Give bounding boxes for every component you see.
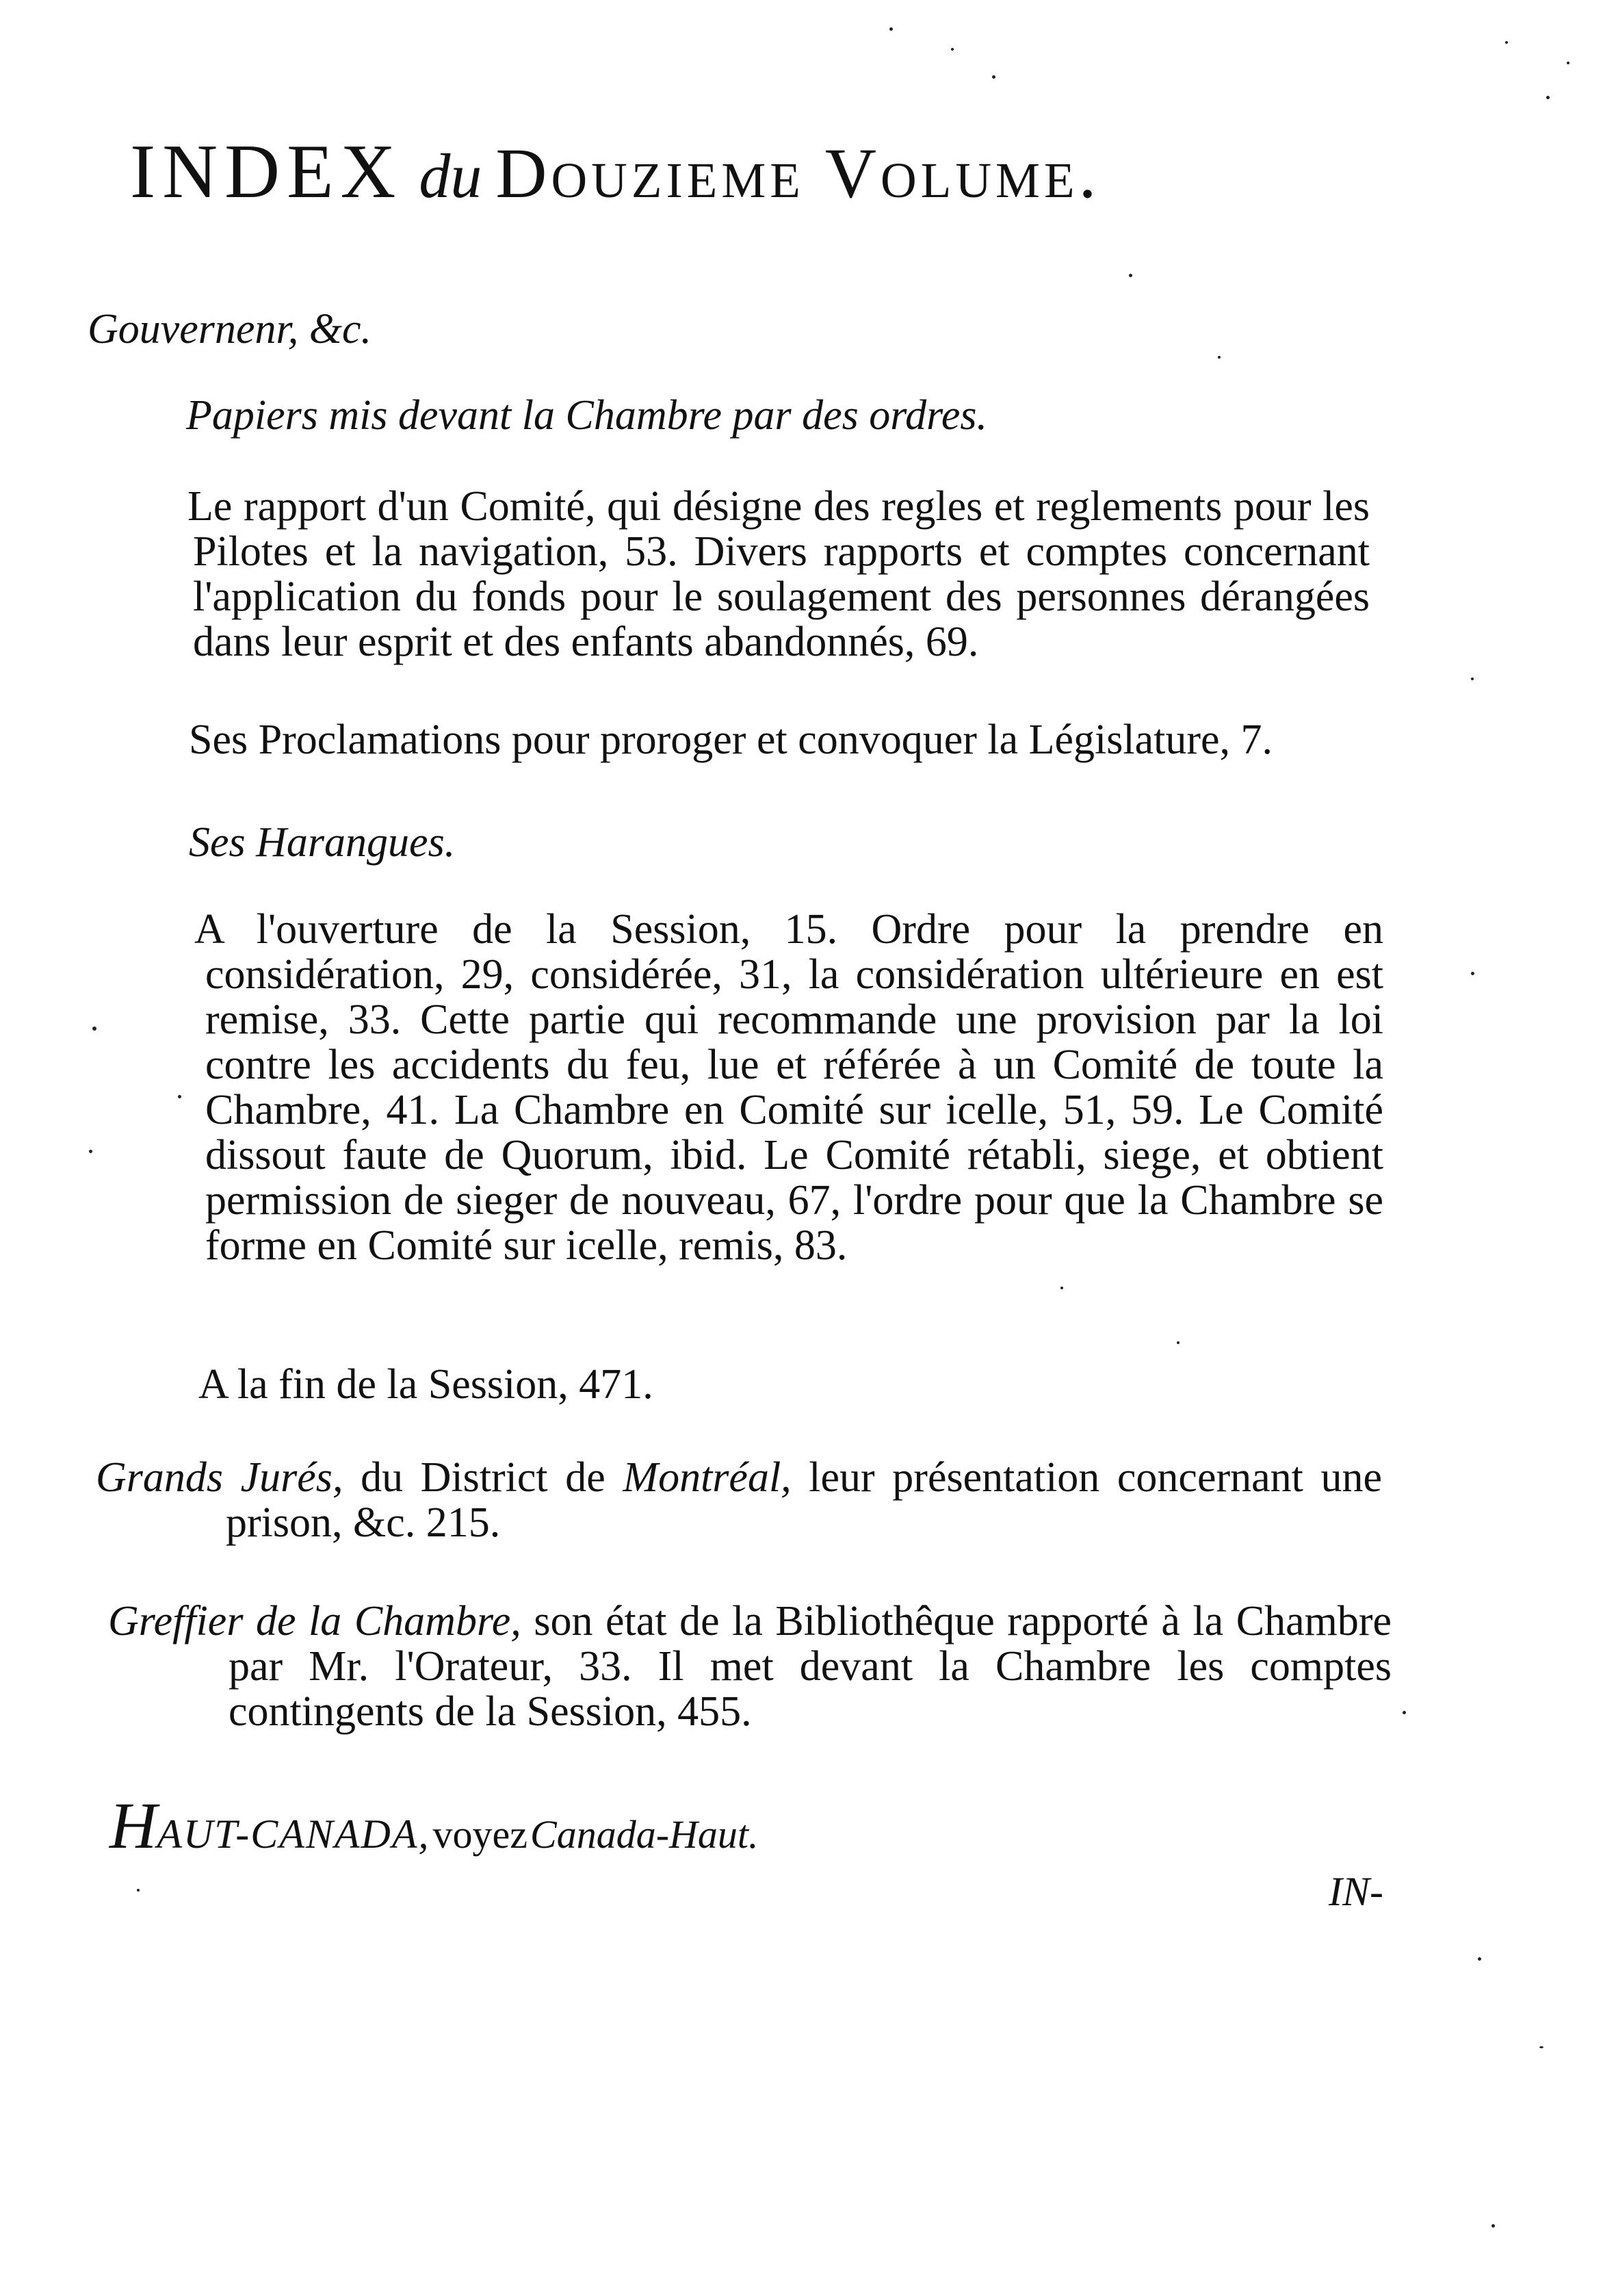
page-title bbox=[130, 129, 1101, 214]
grands-jures-text-a: du District de bbox=[343, 1454, 623, 1501]
entry-haut-canada bbox=[109, 1788, 759, 1863]
grands-jures-text-b: leur présentation concernant une prison, &c. 215. bbox=[226, 1454, 1382, 1546]
paragraph-harangues: A l'ouverture de la Session, 15. Ordre pour la prendre en considération, 29, considérée, 31, la considération ultérieure en est remise, 33. Cette partie qui recommande une provision par la loi contre les accidents du feu, lue et référée à un Comité de toute la Chambre, 41. La Chambre en Comité sur icelle, 51, 59. Le Comité dissout faute de Quorum, ibid. Le Comité rétabli, siege, et obtient permission de sieger de nouveau, 67, l'ordre pour que la Chambre se forme en Comité sur icelle, remis, 83. bbox=[194, 906, 1383, 1269]
haut-canada-term: AUT-CANADA, bbox=[157, 1811, 430, 1857]
entry-gouverneur-title: Gouvernenr, &c. bbox=[88, 306, 372, 352]
grands-jures-place: Montréal, bbox=[623, 1454, 792, 1501]
title-du: du bbox=[419, 141, 482, 211]
haut-canada-initial: H bbox=[109, 1789, 157, 1862]
entry-greffier bbox=[108, 1598, 1392, 1735]
greffier-term: Greffier de la Chambre, bbox=[108, 1598, 521, 1644]
title-douzieme: Douzieme bbox=[495, 134, 805, 213]
subheading-papiers: Papiers mis devant la Chambre par des ordres. bbox=[186, 392, 988, 439]
entry-grands-jures bbox=[96, 1454, 1382, 1546]
catchword: IN- bbox=[1329, 1869, 1383, 1914]
greffier-text: son état de la Bibliothêque rapporté à la Chambre par Mr. l'Orateur, 33. Il met devant la Chambre les comptes contingents de la Session, 455. bbox=[229, 1598, 1392, 1735]
subheading-harangues: Ses Harangues. bbox=[189, 819, 456, 866]
haut-canada-voyez: voyez bbox=[432, 1812, 528, 1857]
haut-canada-ref: Canada-Haut. bbox=[530, 1812, 759, 1857]
paragraph-fin-session: A la fin de la Session, 471. bbox=[198, 1361, 653, 1408]
title-index: INDEX bbox=[130, 129, 403, 214]
paragraph-proclamations: Ses Proclamations pour proroger et convoquer la Législature, 7. bbox=[189, 717, 1273, 763]
grands-jures-term: Grands Jurés, bbox=[96, 1454, 343, 1501]
title-volume: Volume. bbox=[824, 134, 1101, 213]
paragraph-papiers: Le rapport d'un Comité, qui désigne des regles et reglements pour les Pilotes et la navigation, 53. Divers rapports et comptes concernant l'application du fonds pour le soulagement des personnes dérangées dans leur esprit et des enfants abandonnés, 69. bbox=[187, 483, 1370, 665]
